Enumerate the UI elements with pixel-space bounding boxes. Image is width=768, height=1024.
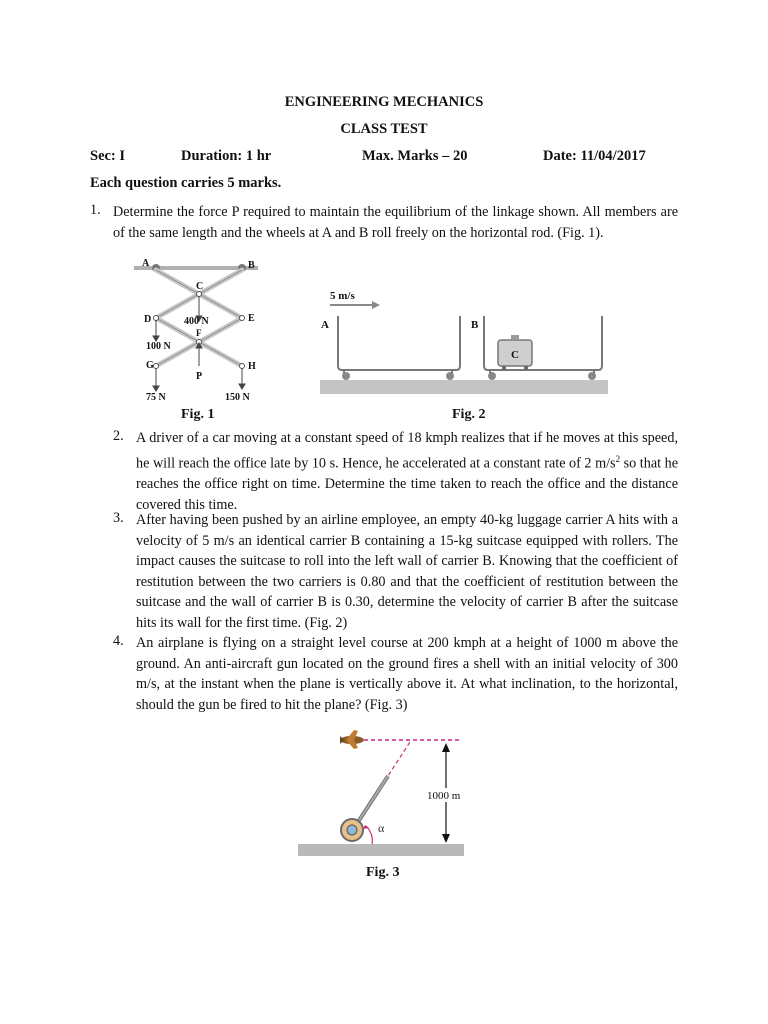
fig2-velocity: 5 m/s [330, 290, 355, 302]
instruction: Each question carries 5 marks. [90, 175, 282, 191]
fig1-force-75: 75 N [146, 392, 166, 403]
carrier-b-wheel [488, 372, 496, 380]
fig2-label-b: B [471, 319, 479, 331]
figure-1-linkage [130, 254, 270, 404]
question-2-text-b: so that he reaches the office right on time. Determine the time taken to reach the office and the distance covered this time. [136, 455, 679, 513]
angle-alpha-label: α [378, 821, 385, 835]
question-2-number: 2. [113, 428, 124, 444]
max-marks-label: Max. Marks – 20 [362, 148, 468, 164]
fig1-label-a: A [142, 258, 150, 269]
fig1-label-p: P [196, 371, 203, 382]
question-4-number: 4. [113, 633, 124, 649]
airplane-icon [340, 730, 364, 749]
fig3-ground [298, 844, 464, 856]
fig1-force-100: 100 N [146, 341, 171, 352]
angle-arc [366, 826, 372, 844]
fig1-force-400: 400 N [184, 316, 209, 327]
fig-2-caption: Fig. 2 [452, 407, 486, 422]
question-2-superscript: 2 [615, 453, 621, 464]
question-3-text: After having been pushed by an airline employee, an empty 40-kg luggage carrier A hits with a velocity of 5 m/s an identical carrier B containing a 15-kg suitcase equipped with rollers. The impact causes the suitcase to roll into the left wall of carrier B. Knowing that the coefficient of restitution between the two carriers is 0.80 and that the coefficient of restitution between the suitcase and the wall of carrier B is 0.30, determine the velocity of carrier B after the suitcase hits its wall for the first time. (Fig. 2) [136, 512, 678, 631]
question-4-text: An airplane is flying on a straight level course at 200 kmph at a height of 1000 m above the ground. An anti-aircraft gun located on the ground fires a shell with an initial velocity of 300 m/s, at the instant when the plane is vertically above it. At what inclination, to the horizontal, should the gun be fired to hit the plane? (Fig. 3) [136, 635, 678, 713]
fig2-label-c: C [511, 349, 519, 361]
height-label: 1000 m [427, 790, 461, 802]
fig-3-caption: Fig. 3 [366, 865, 400, 880]
fig1-label-h: H [248, 361, 256, 372]
fig1-label-f: F [196, 328, 202, 338]
carrier-a-wheel [446, 372, 454, 380]
fig2-ground [320, 380, 608, 394]
question-3-number: 3. [113, 510, 124, 526]
fig-1-caption: Fig. 1 [181, 407, 215, 422]
carrier-a-wheel [342, 372, 350, 380]
figure-2-carriers [318, 284, 610, 396]
section-label: Sec: I [90, 148, 126, 164]
fig1-label-d: D [144, 314, 152, 325]
fig1-label-b: B [248, 260, 255, 271]
question-1-number: 1. [90, 202, 101, 218]
carrier-a [338, 316, 460, 370]
fig1-label-g: G [146, 360, 154, 371]
gun-wheel-icon [341, 819, 363, 841]
date-label: Date: 11/04/2017 [543, 148, 646, 164]
question-2-text [136, 428, 678, 515]
test-title: CLASS TEST [340, 121, 428, 137]
duration-label: Duration: 1 hr [181, 148, 272, 164]
carrier-b-wheel [588, 372, 596, 380]
fig1-force-150: 150 N [225, 392, 250, 403]
course-title: ENGINEERING MECHANICS [284, 94, 484, 110]
suitcase-handle [511, 335, 519, 340]
question-1-text: Determine the force P required to maintain the equilibrium of the linkage shown. All members are of the same length and the wheels at A and B roll freely on the horizontal rod. (Fig. 1). [113, 204, 678, 241]
question-2-text-a: A driver of a car moving at a constant speed of 18 kmph realizes that if he moves at this speed, he will reach the office late by 10 s. Hence, he accelerated at a constant rate of 2 m/s [136, 430, 678, 472]
fig1-label-e: E [248, 313, 255, 324]
figure-3-gun [296, 726, 466, 860]
fig2-label-a: A [321, 319, 329, 331]
fig1-label-c: C [196, 281, 204, 292]
